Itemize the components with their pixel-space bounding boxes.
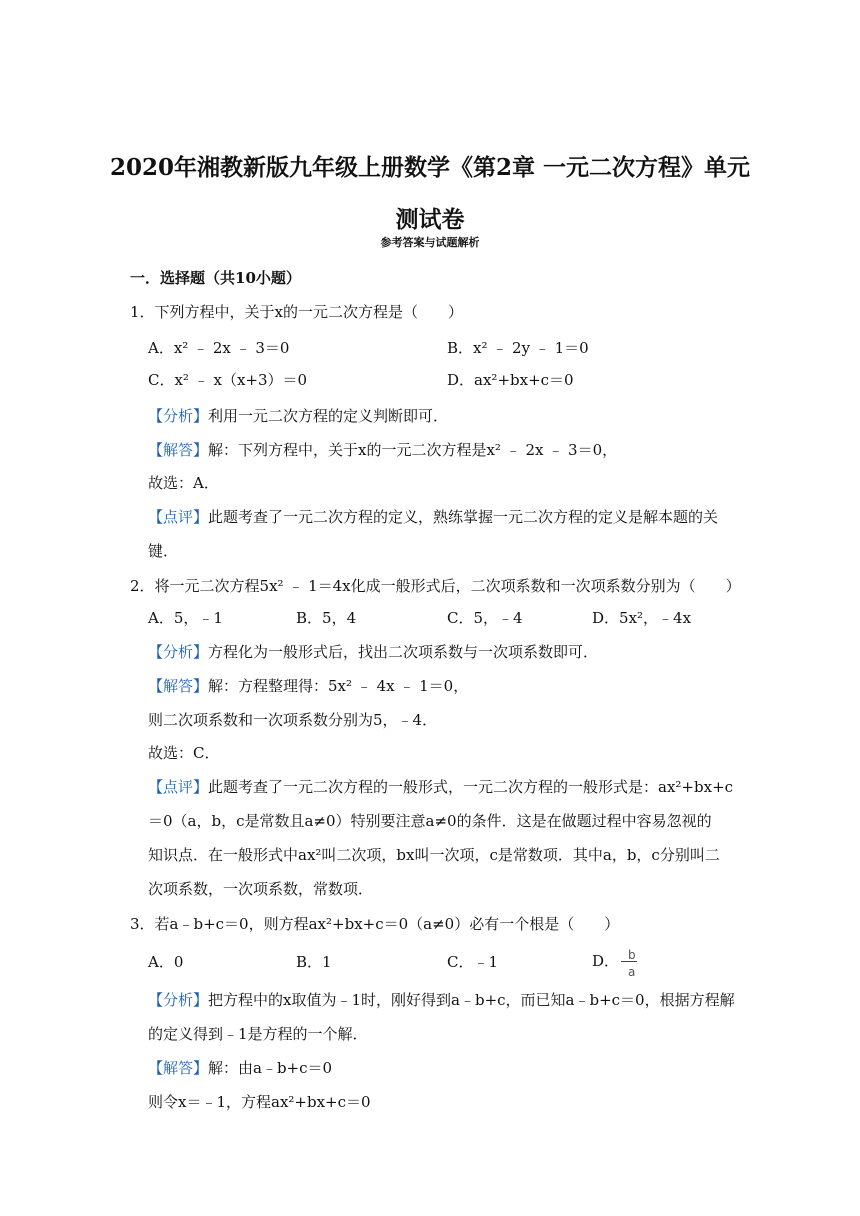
q3-answer-text-2: 则令x＝﹣1，方程ax²+bx+c＝0 [148, 1093, 371, 1111]
q3-option-c: C．﹣1 [447, 953, 499, 971]
q3-option-d-label: D． [592, 952, 620, 970]
q2-analysis-text: 方程化为一般形式后，找出二次项系数与一次项系数即可． [208, 643, 599, 661]
q3-answer [148, 1058, 332, 1078]
q1-analysis [148, 406, 448, 426]
question-2-stem: 2．将一元二次方程5x² ﹣ 1＝4x化成一般形式后，二次项系数和一次项系数分别为（ ） [130, 577, 741, 595]
q1-comment [148, 507, 718, 527]
q2-choice: 故选：C． [148, 744, 220, 762]
q1-option-a: A．x² ﹣ 2x ﹣ 3＝0 [148, 339, 290, 357]
fraction [625, 947, 639, 977]
title [100, 142, 760, 246]
section-heading: 一．选择题（共10小题） [130, 269, 301, 287]
q3-analysis-text: 把方程中的x取值为﹣1时，刚好得到a﹣b+c，而已知a﹣b+c＝0，根据方程解 [208, 991, 735, 1009]
q1-option-b: B．x² ﹣ 2y ﹣ 1＝0 [447, 339, 589, 357]
q2-comment-text-1: 此题考查了一元二次方程的一般形式，一元二次方程的一般形式是：ax²+bx+c [208, 778, 734, 796]
q2-answer-text-2: 则二次项系数和一次项系数分别为5，﹣4． [148, 711, 438, 729]
q3-option-b: B．1 [296, 953, 332, 971]
q3-analysis-text-2: 的定义得到﹣1是方程的一个解． [148, 1025, 368, 1043]
subtitle: 参考答案与试题解析 [380, 236, 480, 249]
analysis-tag: 【分析】 [148, 991, 209, 1009]
fraction-denominator: a [628, 965, 636, 979]
q1-analysis-text: 利用一元二次方程的定义判断即可． [208, 407, 449, 425]
answer-tag: 【解答】 [148, 677, 209, 695]
q3-option-d [592, 947, 639, 977]
q2-comment [148, 777, 733, 797]
q1-option-d: D．ax²+bx+c＝0 [447, 371, 574, 389]
analysis-tag: 【分析】 [148, 643, 209, 661]
comment-tag: 【点评】 [148, 778, 209, 796]
answer-tag: 【解答】 [148, 1059, 209, 1077]
q3-answer-text: 解：由a﹣b+c＝0 [208, 1059, 333, 1077]
q1-answer [148, 440, 617, 460]
q2-option-c: C．5，﹣4 [447, 609, 523, 627]
q2-analysis [148, 642, 598, 662]
q2-comment-text-4: 次项系数，一次项系数，常数项． [148, 880, 374, 898]
q2-option-d: D．5x²，﹣4x [592, 609, 692, 627]
analysis-tag: 【分析】 [148, 407, 209, 425]
answer-tag: 【解答】 [148, 441, 209, 459]
q1-comment-text-1: 此题考查了一元二次方程的定义，熟练掌握一元二次方程的定义是解本题的关 [208, 508, 719, 526]
comment-tag: 【点评】 [148, 508, 209, 526]
question-3-stem: 3．若a﹣b+c＝0，则方程ax²+bx+c＝0（a≠0）必有一个根是（ ） [130, 915, 620, 933]
question-1-stem: 1．下列方程中，关于x的一元二次方程是（ ） [130, 303, 464, 321]
q2-comment-text-2: ＝0（a，b，c是常数且a≠0）特别要注意a≠0的条件．这是在做题过程中容易忽视的 [148, 812, 712, 830]
q2-option-b: B．5，4 [296, 609, 357, 627]
fraction-numerator: b [628, 948, 636, 962]
q1-option-c: C．x² ﹣ x（x+3）＝0 [148, 371, 308, 389]
q1-choice: 故选：A． [148, 474, 219, 492]
q2-answer-text: 解：方程整理得：5x² ﹣ 4x ﹣ 1＝0， [208, 677, 469, 695]
q1-comment-text-2: 键． [148, 542, 179, 560]
title-line-1: 2020年湘教新版九年级上册数学《第2章 一元二次方程》单元 [109, 154, 751, 181]
title-line-2: 测试卷 [395, 206, 465, 233]
q3-option-a: A．0 [148, 953, 184, 971]
q3-analysis [148, 990, 735, 1010]
q2-option-a: A．5，﹣1 [148, 609, 223, 627]
q1-answer-text: 解：下列方程中，关于x的一元二次方程是x² ﹣ 2x ﹣ 3＝0， [208, 441, 618, 459]
q2-comment-text-3: 知识点．在一般形式中ax²叫二次项，bx叫一次项，c是常数项．其中a，b，c分别叫二 [148, 846, 720, 864]
q2-answer [148, 676, 468, 696]
